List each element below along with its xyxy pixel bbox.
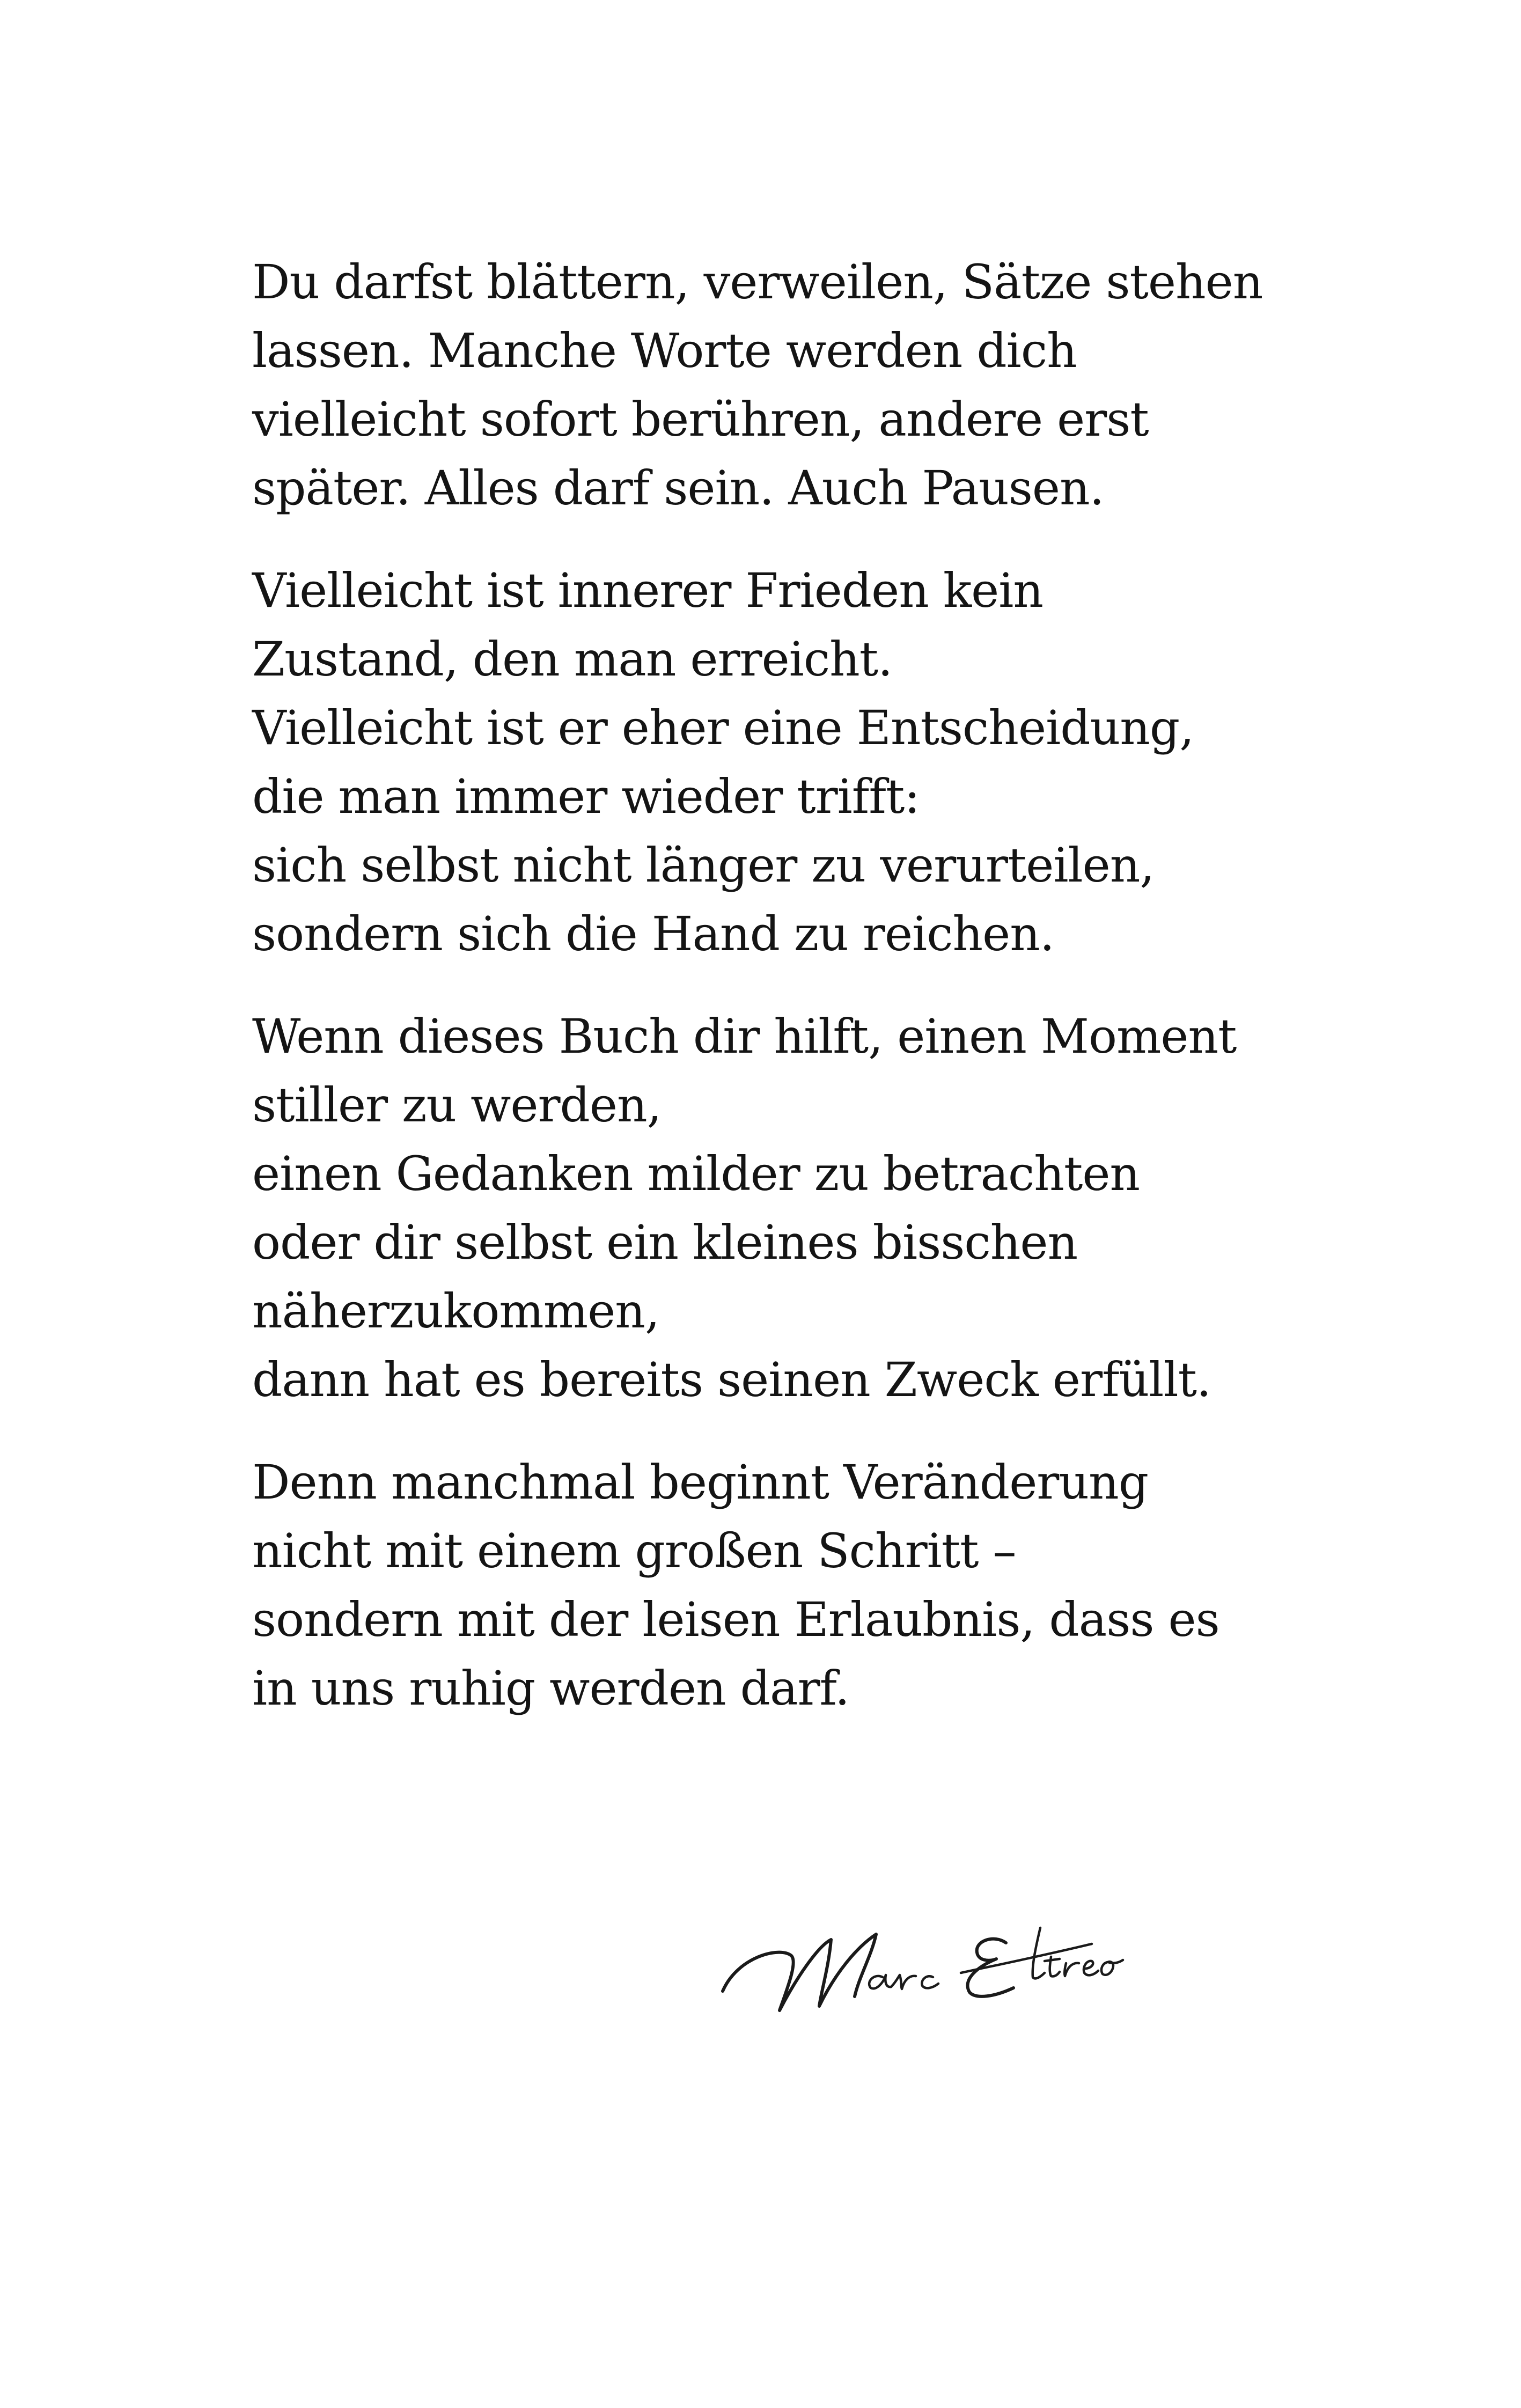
text-line: später. Alles darf sein. Auch Pausen. [252,460,1104,516]
text-line: einen Gedanken milder zu betrachten [252,1146,1140,1201]
text-line: in uns ruhig werden darf. [252,1661,849,1716]
paragraph-2 [252,556,1304,968]
page-text [252,248,1304,1757]
text-line: sondern mit der leisen Erlaubnis, dass es [252,1592,1219,1647]
text-line: die man immer wieder trifft: [252,769,920,824]
text-line: sich selbst nicht länger zu verurteilen, [252,838,1155,893]
text-line: vielleicht sofort berühren, andere erst [252,392,1149,447]
text-line: Vielleicht ist er eher eine Entscheidung, [252,700,1194,755]
paragraph-4 [252,1448,1304,1723]
text-line: Du darfst blättern, verweilen, Sätze stehen [252,254,1263,310]
text-line: Wenn dieses Buch dir hilft, einen Moment [252,1009,1237,1064]
text-line: lassen. Manche Worte werden dich [252,323,1077,378]
text-line: Zustand, den man erreicht. [252,632,893,687]
text-line: sondern sich die Hand zu reichen. [252,906,1054,961]
text-line: nicht mit einem großen Schritt – [252,1523,1016,1579]
text-line: näherzukommen, [252,1283,659,1339]
paragraph-3 [252,1002,1304,1414]
text-line: Denn manchmal beginnt Veränderung [252,1455,1149,1510]
text-line: stiller zu werden, [252,1077,662,1133]
paragraph-1 [252,248,1304,523]
text-line: dann hat es bereits seinen Zweck erfüllt. [252,1352,1211,1407]
text-line: Vielleicht ist innerer Frieden kein [252,563,1044,618]
handwritten-signature-icon [716,1897,1188,2025]
text-line: oder dir selbst ein kleines bisschen [252,1215,1078,1270]
